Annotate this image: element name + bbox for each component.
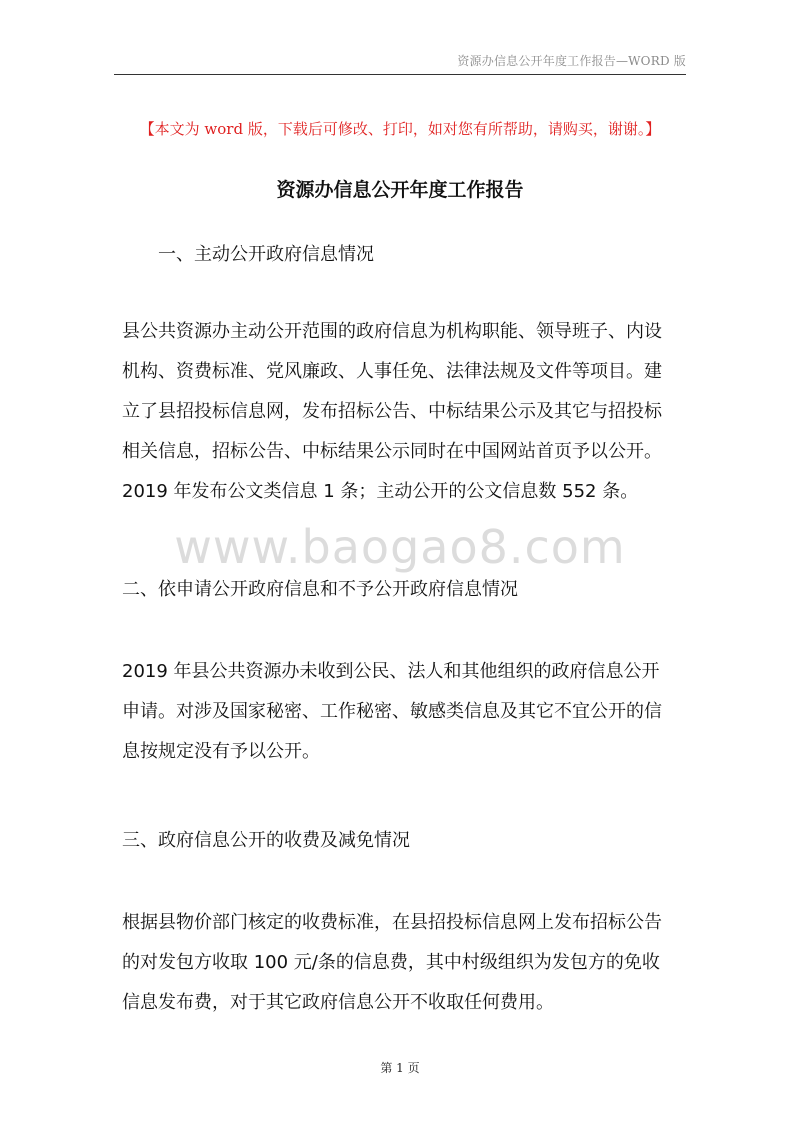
section-paragraph-3 <box>122 903 688 1023</box>
paragraph-line: 申请。对涉及国家秘密、工作秘密、敏感类信息及其它不宜公开的信 <box>122 701 662 722</box>
paragraph-line: 县公共资源办主动公开范围的政府信息为机构职能、领导班子、内设 <box>122 321 662 342</box>
header-divider <box>114 74 686 75</box>
purchase-notice: 【本文为 word 版，下载后可修改、打印，如对您有所帮助，请购买，谢谢。】 <box>139 120 661 138</box>
paragraph-line: 立了县招投标信息网，发布招标公告、中标结果公示及其它与招投标 <box>122 401 662 422</box>
running-header: 资源办信息公开年度工作报告—WORD 版 <box>457 54 686 68</box>
paragraph-line: 信息发布费，对于其它政府信息公开不收取任何费用。 <box>122 992 554 1013</box>
section-paragraph-2 <box>122 652 688 772</box>
paragraph-line: 的对发包方收取 100 元/条的信息费，其中村级组织为发包方的免收 <box>122 952 660 973</box>
paragraph-line: 息按规定没有予以公开。 <box>122 741 320 762</box>
paragraph-line: 2019 年发布公文类信息 1 条；主动公开的公文信息数 552 条。 <box>122 481 639 502</box>
document-title: 资源办信息公开年度工作报告 <box>276 179 524 201</box>
section-heading-2: 二、依申请公开政府信息和不予公开政府信息情况 <box>122 579 518 600</box>
paragraph-line: 相关信息，招标公告、中标结果公示同时在中国网站首页予以公开。 <box>122 441 662 462</box>
paragraph-line: 机构、资费标准、党风廉政、人事任免、法律法规及文件等项目。建 <box>122 361 662 382</box>
section-heading-3: 三、政府信息公开的收费及减免情况 <box>122 830 410 851</box>
page-number: 第 1 页 <box>380 1061 420 1075</box>
watermark-text: www.baogao8.com <box>174 520 626 574</box>
section-heading-1: 一、主动公开政府信息情况 <box>158 244 374 265</box>
section-paragraph-1 <box>122 312 688 512</box>
paragraph-line: 根据县物价部门核定的收费标准，在县招投标信息网上发布招标公告 <box>122 912 662 933</box>
paragraph-line: 2019 年县公共资源办未收到公民、法人和其他组织的政府信息公开 <box>122 661 660 682</box>
